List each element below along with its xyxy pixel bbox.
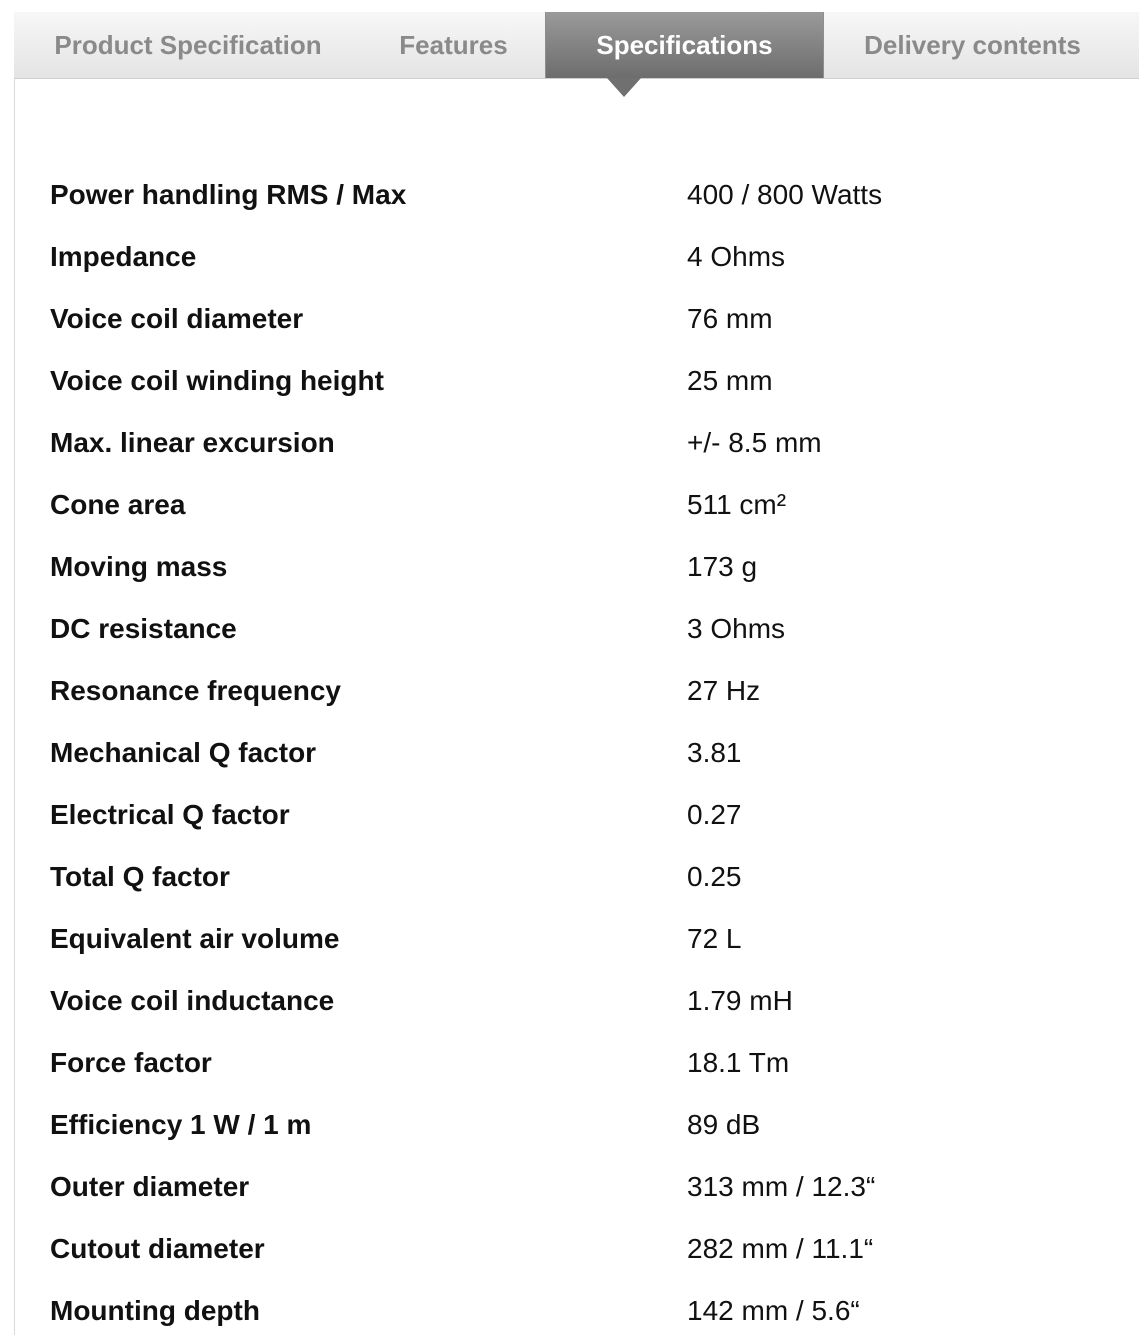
spec-row: [50, 1280, 1110, 1342]
tab-label: Delivery contents: [864, 29, 1081, 60]
spec-value: 400 / 800 Watts: [687, 179, 883, 210]
spec-row: [50, 1156, 1110, 1218]
spec-label: Voice coil winding height: [50, 365, 384, 396]
spec-value: 76 mm: [687, 303, 773, 334]
spec-value: 1.79 mH: [687, 985, 793, 1016]
spec-value: 173 g: [687, 551, 758, 582]
spec-value: 72 L: [687, 923, 742, 954]
spec-row: [50, 1094, 1110, 1156]
tab-delivery-contents[interactable]: [824, 12, 1121, 78]
spec-value: 3 Ohms: [687, 613, 786, 644]
spec-value: 313 mm / 12.3“: [687, 1171, 876, 1202]
tab-bar: [14, 12, 1139, 79]
spec-row: [50, 1218, 1110, 1280]
spec-value: 25 mm: [687, 365, 773, 396]
spec-row: [50, 970, 1110, 1032]
spec-row: [50, 784, 1110, 846]
spec-value: 3.81: [687, 737, 742, 768]
spec-row: [50, 164, 1110, 226]
spec-row: [50, 412, 1110, 474]
spec-row: [50, 598, 1110, 660]
tab-label: Product Specification: [54, 29, 322, 60]
spec-row: [50, 288, 1110, 350]
spec-label: Mounting depth: [50, 1295, 260, 1326]
tab-label: Features: [399, 29, 508, 60]
spec-row: [50, 474, 1110, 536]
spec-label: Force factor: [50, 1047, 212, 1078]
spec-label: Mechanical Q factor: [50, 737, 317, 768]
spec-label: Total Q factor: [50, 861, 230, 892]
spec-value: 4 Ohms: [687, 241, 786, 272]
spec-label: Equivalent air volume: [50, 923, 340, 954]
spec-label: Moving mass: [50, 551, 228, 582]
tab-product-specification[interactable]: [14, 12, 362, 78]
spec-label: Efficiency 1 W / 1 m: [50, 1109, 312, 1140]
spec-label: Cone area: [50, 489, 186, 520]
spec-value: 27 Hz: [687, 675, 761, 706]
spec-row: [50, 722, 1110, 784]
tab-specifications[interactable]: [545, 12, 824, 78]
tab-features[interactable]: [362, 12, 545, 78]
spec-row: [50, 846, 1110, 908]
tab-label: Specifications: [596, 29, 773, 60]
spec-value: 511 cm²: [687, 489, 787, 520]
spec-row: [50, 660, 1110, 722]
spec-value: 0.27: [687, 799, 742, 830]
spec-row: [50, 536, 1110, 598]
spec-value: 142 mm / 5.6“: [687, 1295, 860, 1326]
spec-label: Electrical Q factor: [50, 799, 290, 830]
spec-row: [50, 908, 1110, 970]
spec-value: 89 dB: [687, 1109, 761, 1140]
spec-label: Outer diameter: [50, 1171, 250, 1202]
spec-label: DC resistance: [50, 613, 237, 644]
spec-value: 18.1 Tm: [687, 1047, 790, 1078]
spec-label: Voice coil inductance: [50, 985, 335, 1016]
spec-label: Voice coil diameter: [50, 303, 304, 334]
spec-label: Max. linear excursion: [50, 427, 335, 458]
spec-row: [50, 350, 1110, 412]
spec-label: Resonance frequency: [50, 675, 341, 706]
spec-label: Power handling RMS / Max: [50, 179, 407, 210]
spec-label: Cutout diameter: [50, 1233, 265, 1264]
specifications-list: [50, 164, 1110, 1342]
spec-row: [50, 1032, 1110, 1094]
spec-label: Impedance: [50, 241, 197, 272]
spec-row: [50, 226, 1110, 288]
spec-value: 0.25: [687, 861, 742, 892]
spec-value: 282 mm / 11.1“: [687, 1233, 874, 1264]
spec-value: +/- 8.5 mm: [687, 427, 822, 458]
